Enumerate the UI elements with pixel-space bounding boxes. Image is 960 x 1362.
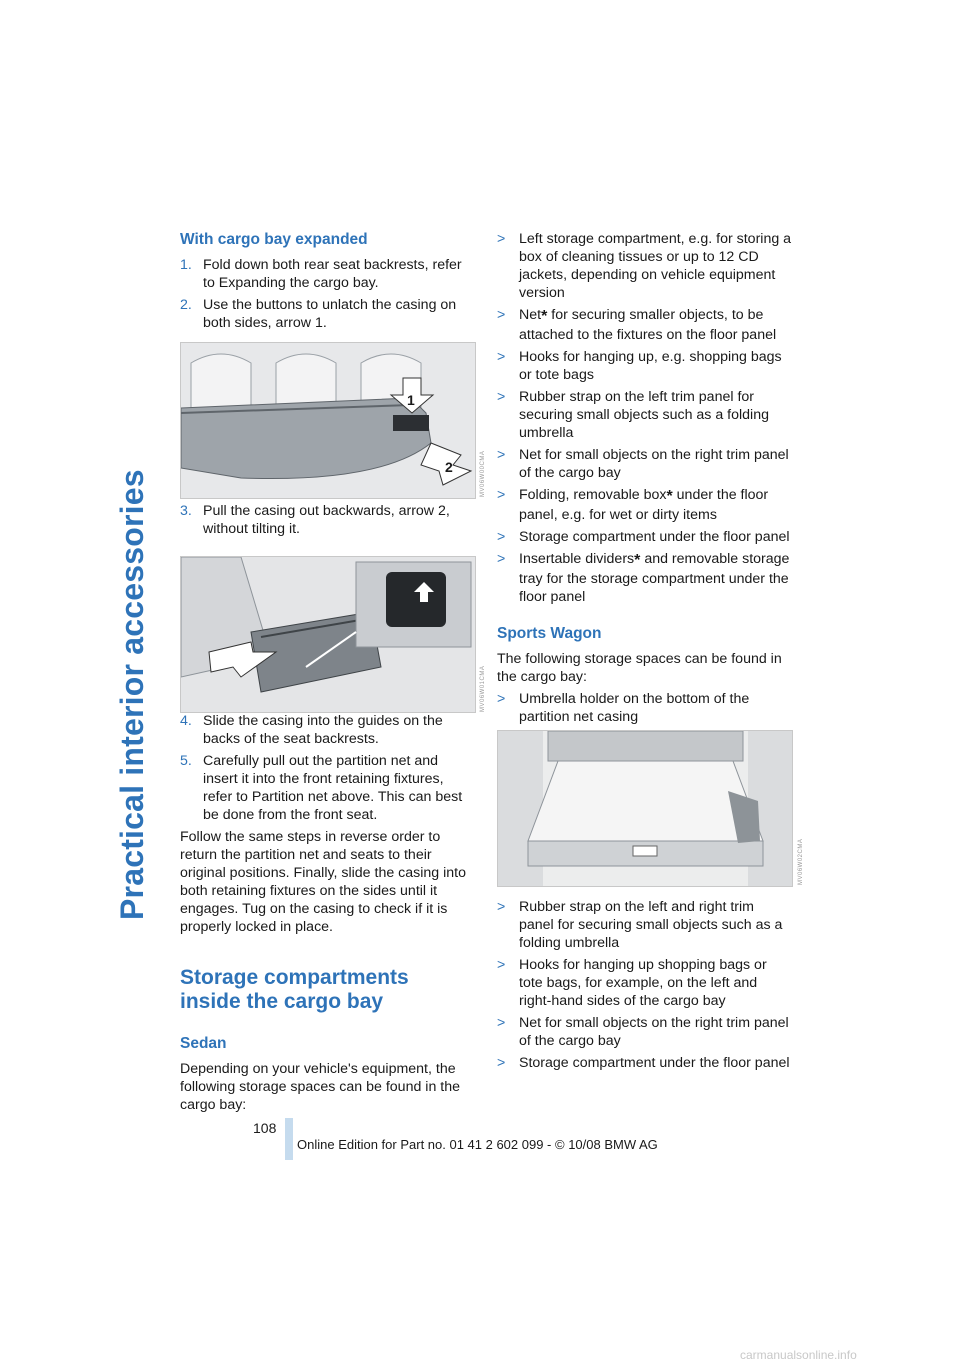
option-star-icon: *: [541, 308, 548, 325]
list-item-text: Net for small objects on the right trim panel of the cargo bay: [519, 447, 789, 481]
bullet-arrow-icon: >: [497, 957, 506, 973]
sedan-intro: Depending on your vehicle's equipment, the following storage spaces can be found in the cargo bay:: [180, 1061, 460, 1113]
watermark: carmanualsonline.info: [740, 1348, 857, 1362]
bullet-arrow-icon: >: [497, 487, 506, 503]
list-item: [497, 690, 792, 726]
bullet-arrow-icon: >: [497, 899, 506, 915]
list-item-text: Net for small objects on the right trim panel of the cargo bay: [519, 1015, 789, 1049]
list-item-text: Storage compartment under the floor panel: [519, 1055, 790, 1071]
chapter-title: Practical interior accessories: [114, 469, 150, 920]
bullet-arrow-icon: >: [497, 529, 506, 545]
step-text: Fold down both rear seat backrests, refer to Expanding the cargo bay.: [203, 257, 462, 291]
figure-wagon-cargo-bay: [497, 730, 793, 887]
gap: [497, 610, 792, 624]
list-item: [497, 486, 792, 524]
figure-pull-casing: [180, 556, 476, 713]
page-number: 108: [253, 1120, 277, 1136]
section-title-storage: Storage compartments inside the cargo bay: [180, 966, 409, 1013]
sedan-storage-list: [497, 230, 792, 606]
wagon-intro: The following storage spaces can be found in the cargo bay:: [497, 651, 782, 685]
figure-unlatch-casing: [180, 342, 476, 499]
list-item-text: Left storage compartment, e.g. for storing a box of cleaning tissues or up to 12 CD jackets, depending on vehicle equipment version: [519, 231, 792, 301]
list-item: [497, 956, 792, 1010]
list-item: [497, 1014, 792, 1050]
steps-list-4-5: [180, 712, 475, 824]
wagon-storage-list-2: [497, 898, 792, 1072]
list-item: [497, 1054, 792, 1072]
list-item-text: Rubber strap on the left and right trim panel for securing small objects such as a folding umbrella: [519, 899, 783, 951]
figure-unlatch-casing-illustration: [181, 343, 475, 498]
figure-code-1: MV06W00CMA: [480, 450, 486, 497]
step-text: Carefully pull out the partition net and insert it into the front retaining fixtures, refer to Partition net above. This can best be done from the front seat.: [203, 753, 463, 823]
steps-list-3: [180, 502, 475, 538]
numbered-step: [180, 502, 475, 538]
numbered-step: [180, 296, 475, 332]
heading-sports-wagon: Sports Wagon: [497, 625, 602, 642]
list-item: [497, 306, 792, 344]
list-item-text: Insertable dividers* and removable storage tray for the storage compartment under the floor panel: [519, 551, 790, 605]
bullet-arrow-icon: >: [497, 551, 506, 567]
step-number: 1.: [180, 257, 192, 273]
bullet-arrow-icon: >: [497, 389, 506, 405]
bullet-arrow-icon: >: [497, 1015, 506, 1031]
footer-edition-text: Online Edition for Part no. 01 41 2 602 099 - © 10/08 BMW AG: [297, 1137, 658, 1152]
option-star-icon: *: [666, 488, 673, 505]
arrow-label-2: 2: [445, 459, 453, 475]
chapter-side-tab: [100, 220, 160, 920]
reverse-order-paragraph: Follow the same steps in reverse order to return the partition net and seats to their original positions. Finally, slide the casing into both retaining fixtures on the sides until it engages. Tug on the casing to check if it is properly locked in place.: [180, 829, 467, 935]
heading-sedan: Sedan: [180, 1035, 227, 1052]
list-item: [497, 230, 792, 302]
option-star-icon: *: [634, 552, 641, 569]
bullet-arrow-icon: >: [497, 231, 506, 247]
list-item: [497, 898, 792, 952]
list-item-text: Storage compartment under the floor panel: [519, 529, 790, 545]
list-item-text: Hooks for hanging up shopping bags or tote bags, for example, on the left and right-hand sides of the cargo bay: [519, 957, 767, 1009]
gap: [180, 940, 475, 966]
bullet-arrow-icon: >: [497, 1055, 506, 1071]
heading-cargo-bay-expanded: With cargo bay expanded: [180, 231, 368, 248]
list-item-text: Umbrella holder on the bottom of the partition net casing: [519, 691, 750, 725]
numbered-step: [180, 712, 475, 748]
list-item-text: Rubber strap on the left trim panel for securing small objects such as a folding umbrella: [519, 389, 769, 441]
right-column: [497, 230, 792, 1076]
step-number: 2.: [180, 297, 192, 313]
bullet-arrow-icon: >: [497, 447, 506, 463]
steps-list-1-2: [180, 256, 475, 332]
figure-wagon-cargo-bay-illustration: [498, 731, 792, 886]
figure-pull-casing-illustration: [181, 557, 475, 712]
numbered-step: [180, 752, 475, 824]
list-item: [497, 446, 792, 482]
step-number: 4.: [180, 713, 192, 729]
step-text: Pull the casing out backwards, arrow 2, without tilting it.: [203, 503, 450, 537]
list-item: [497, 528, 792, 546]
list-item-text: Folding, removable box* under the floor panel, e.g. for wet or dirty items: [519, 487, 769, 523]
bullet-arrow-icon: >: [497, 691, 506, 707]
list-item: [497, 348, 792, 384]
numbered-step: [180, 256, 475, 292]
step-text: Slide the casing into the guides on the backs of the seat backrests.: [203, 713, 443, 747]
step-number: 3.: [180, 503, 192, 519]
list-item-text: Net* for securing smaller objects, to be attached to the fixtures on the floor panel: [519, 307, 777, 343]
bullet-arrow-icon: >: [497, 349, 506, 365]
list-item-text: Hooks for hanging up, e.g. shopping bags or tote bags: [519, 349, 782, 383]
list-item: [497, 388, 792, 442]
figure-code-3: MV06W02CMA: [798, 838, 804, 885]
wagon-storage-list-1: [497, 690, 792, 726]
bullet-arrow-icon: >: [497, 307, 506, 323]
arrow-label-1: 1: [407, 392, 415, 408]
list-item: [497, 550, 792, 606]
step-text: Use the buttons to unlatch the casing on both sides, arrow 1.: [203, 297, 457, 331]
gap: [180, 1014, 475, 1034]
figure-code-2: MV06W01CMA: [480, 665, 486, 712]
step-number: 5.: [180, 753, 192, 769]
footer-accent-bar: [285, 1118, 293, 1160]
